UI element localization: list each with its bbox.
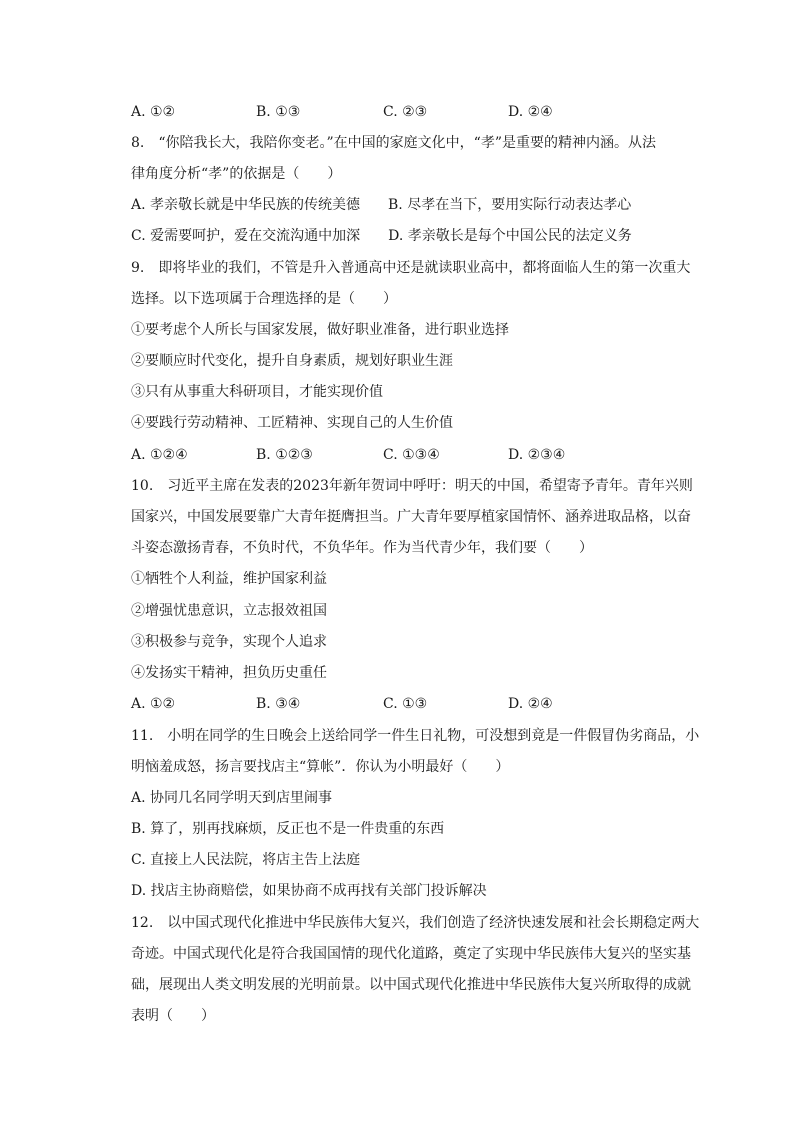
q11-stem-line: 明恼羞成怒，扬言要找店主“算帐”．你认为小明最好（ ） — [131, 759, 510, 775]
option-d: D. ②④ — [508, 104, 553, 120]
q9-stem-line: 9. 即将毕业的我们，不管是升入普通高中还是就读职业高中，都将面临人生的第一次重大 — [131, 260, 691, 276]
q9-item: ①要考虑个人所长与国家发展，做好职业准备，进行职业选择 — [131, 322, 509, 338]
option-a: A. ①② — [131, 104, 176, 120]
option-b: B. ①③ — [256, 104, 301, 120]
option-c: C. ①③ — [383, 696, 428, 712]
q10-options — [131, 694, 671, 714]
q10-item: ②增强忧患意识，立志报效祖国 — [131, 603, 327, 619]
q12-stem-line: 奇迹。中国式现代化是符合我国国情的现代化道路，奠定了实现中华民族伟大复兴的坚实基 — [131, 946, 691, 962]
q9-item: ②要顺应时代变化，提升自身素质，规划好职业生涯 — [131, 353, 453, 369]
q11-option-a: A. 协同几名同学明天到店里闹事 — [131, 790, 333, 806]
q12-stem-line: 12. 以中国式现代化推进中华民族伟大复兴，我们创造了经济快速发展和社会长期稳定两大 — [131, 915, 700, 931]
q8-options-ab: A. 孝亲敬长就是中华民族的传统美德 B. 尽孝在当下，要用实际行动表达孝心 — [131, 197, 632, 213]
q10-item: ①牺牲个人利益，维护国家利益 — [131, 571, 327, 587]
q9-item: ③只有从事重大科研项目，才能实现价值 — [131, 384, 383, 400]
q11-option-d: D. 找店主协商赔偿，如果协商不成再找有关部门投诉解决 — [131, 883, 487, 899]
q10-stem-line: 国家兴，中国发展要靠广大青年挺膺担当。广大青年要厚植家国情怀、涵养进取品格，以奋 — [131, 509, 691, 525]
q10-stem-line: 斗姿态激扬青春，不负时代，不负华年。作为当代青少年，我们要（ ） — [131, 540, 593, 556]
q12-stem-line: 础，展现出人类文明发展的光明前景。以中国式现代化推进中华民族伟大复兴所取得的成就 — [131, 977, 691, 993]
option-d: D. ②③④ — [508, 447, 566, 463]
q11-option-c: C. 直接上人民法院，将店主告上法庭 — [131, 852, 361, 868]
q10-stem-line: 10. 习近平主席在发表的2023年新年贺词中呼吁：明天的中国，希望寄予青年。青年兴则 — [131, 478, 693, 494]
q8-stem-line: 律角度分析“孝”的依据是（ ） — [131, 166, 342, 182]
q12-stem-line: 表明（ ） — [131, 1008, 215, 1024]
option-d: D. ②④ — [508, 696, 553, 712]
q11-option-b: B. 算了，别再找麻烦，反正也不是一件贵重的东西 — [131, 821, 445, 837]
option-c: C. ②③ — [383, 104, 428, 120]
q10-item: ④发扬实干精神，担负历史重任 — [131, 665, 327, 681]
option-a: A. ①②④ — [131, 447, 188, 463]
option-c: C. ①③④ — [383, 447, 440, 463]
option-b: B. ③④ — [256, 696, 301, 712]
q8-options-cd: C. 爱需要呵护，爱在交流沟通中加深 D. 孝亲敬长是每个中国公民的法定义务 — [131, 228, 632, 244]
q9-stem-line: 选择。以下选项属于合理选择的是（ ） — [131, 291, 397, 307]
q10-item: ③积极参与竞争，实现个人追求 — [131, 634, 327, 650]
option-b: B. ①②③ — [256, 447, 313, 463]
q9-item: ④要践行劳动精神、工匠精神、实现自己的人生价值 — [131, 415, 453, 431]
q8-stem-line: 8. “你陪我长大，我陪你变老。”在中国的家庭文化中，“孝”是重要的精神内涵。从法 — [131, 135, 656, 151]
q9-options — [131, 445, 671, 465]
option-a: A. ①② — [131, 696, 176, 712]
q7-options — [131, 102, 671, 122]
q11-stem-line: 11. 小明在同学的生日晚会上送给同学一件生日礼物，可没想到竟是一件假冒伪劣商品，小 — [131, 728, 700, 744]
